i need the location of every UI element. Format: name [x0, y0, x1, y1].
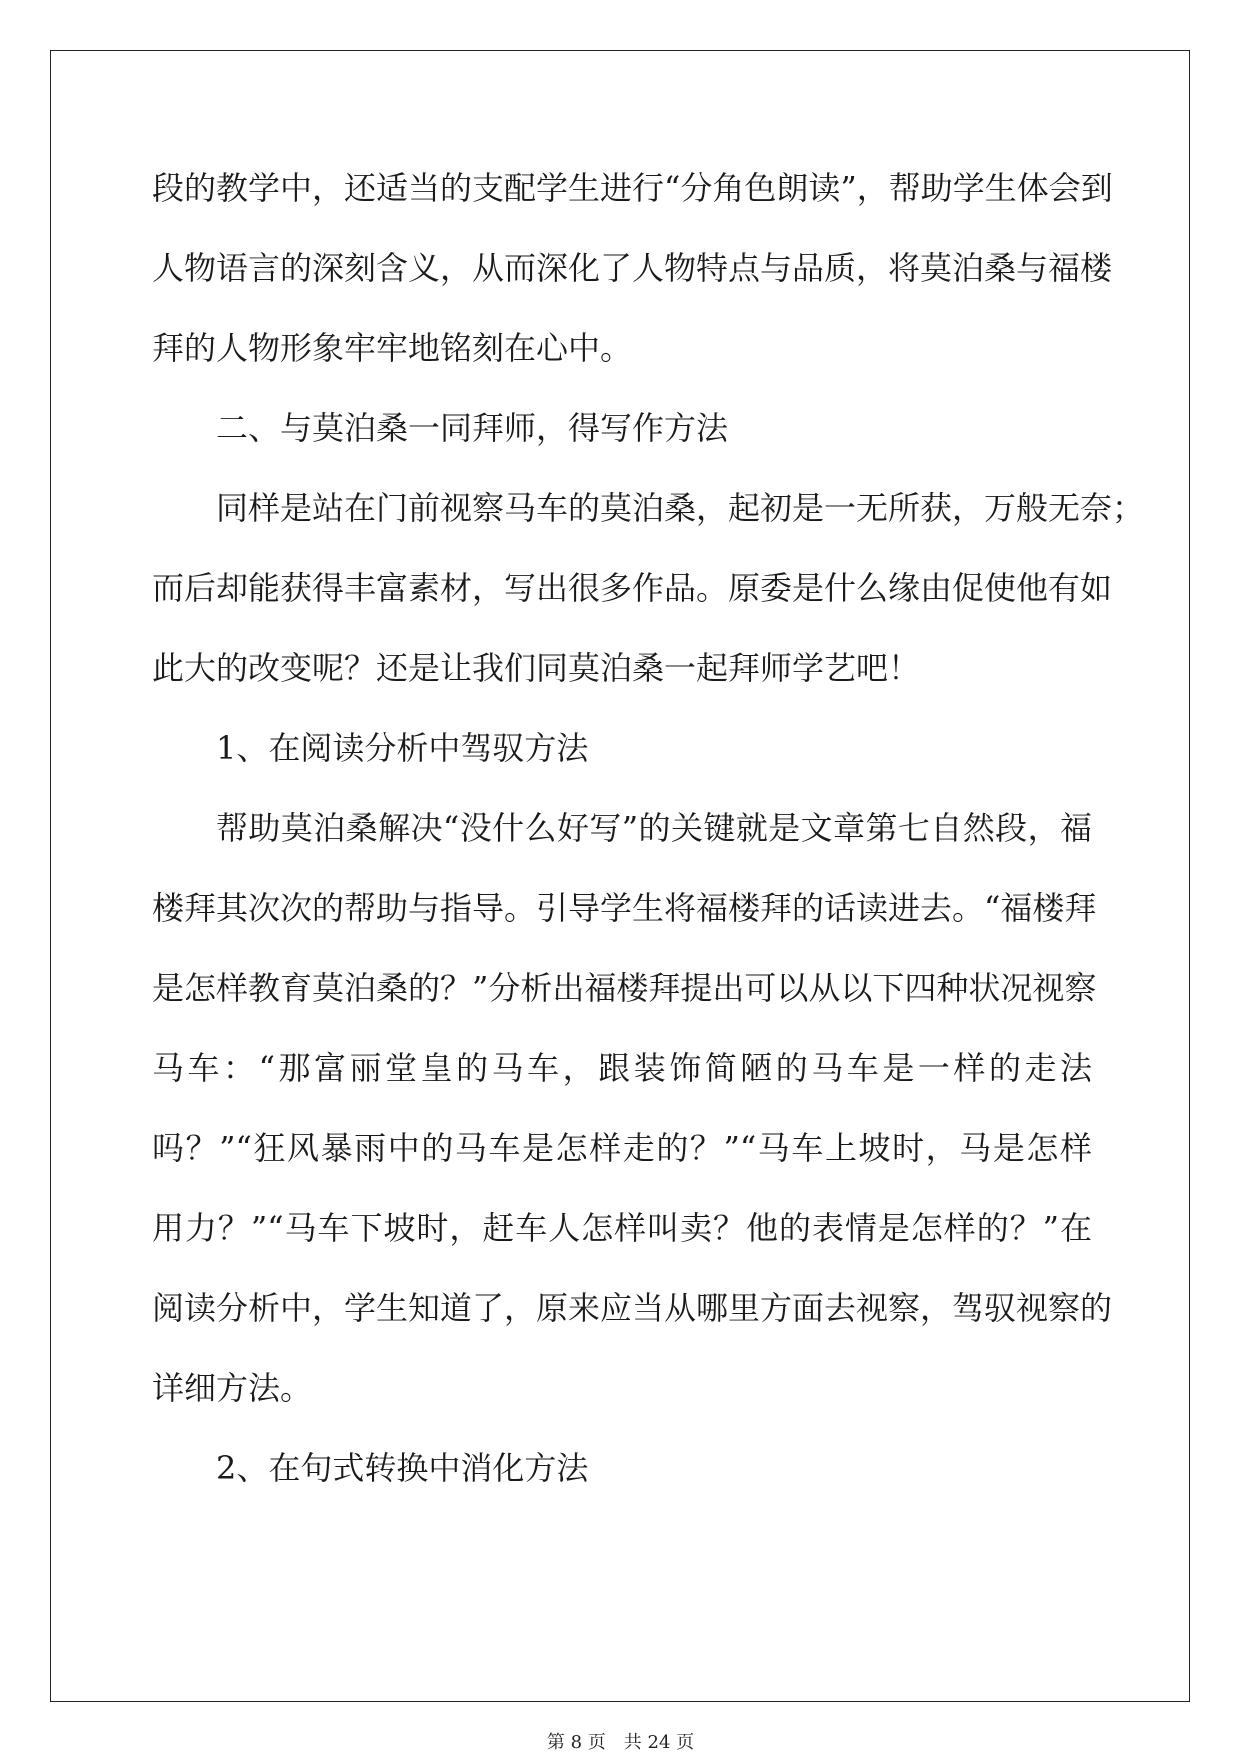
text-line: 而后却能获得丰富素材，写出很多作品。原委是什么缘由促使他有如 [152, 569, 1113, 607]
subsection-heading: 1、在阅读分析中驾驭方法 [216, 729, 589, 767]
section-heading: 二、与莫泊桑一同拜师，得写作方法 [216, 409, 729, 447]
text-line: 此大的改变呢？还是让我们同莫泊桑一起拜师学艺吧！ [152, 649, 921, 687]
text-line: 同样是站在门前视察马车的莫泊桑，起初是一无所获，万般无奈； [216, 489, 1145, 527]
document-body [152, 160, 1145, 1520]
text-line: 帮助莫泊桑解决“没什么好写”的关键就是文章第七自然段，福 [216, 809, 1092, 847]
text-line: 马车：“那富丽堂皇的马车，跟装饰简陋的马车是一样的走法 [152, 1049, 1092, 1087]
text-line: 用力？”“马车下坡时，赶车人怎样叫卖？他的表情是怎样的？”在 [152, 1209, 1092, 1247]
text-line: 详细方法。 [152, 1369, 313, 1407]
text-line: 是怎样教育莫泊桑的？”分析出福楼拜提出可以从以下四种状况视察 [152, 969, 1097, 1007]
text-line: 人物语言的深刻含义，从而深化了人物特点与品质，将莫泊桑与福楼 [152, 249, 1113, 287]
text-line: 楼拜其次次的帮助与指导。引导学生将福楼拜的话读进去。“福楼拜 [152, 889, 1097, 927]
text-line: 吗？”“狂风暴雨中的马车是怎样走的？”“马车上坡时，马是怎样 [152, 1129, 1092, 1167]
text-line: 阅读分析中，学生知道了，原来应当从哪里方面去视察，驾驭视察的 [152, 1289, 1113, 1327]
subsection-heading: 2、在句式转换中消化方法 [216, 1449, 589, 1487]
page-number-footer: 第 8 页 共 24 页 [546, 1732, 695, 1753]
text-line: 段的教学中，还适当的支配学生进行“分角色朗读”，帮助学生体会到 [152, 169, 1113, 207]
text-line: 拜的人物形象牢牢地铭刻在心中。 [152, 329, 633, 367]
